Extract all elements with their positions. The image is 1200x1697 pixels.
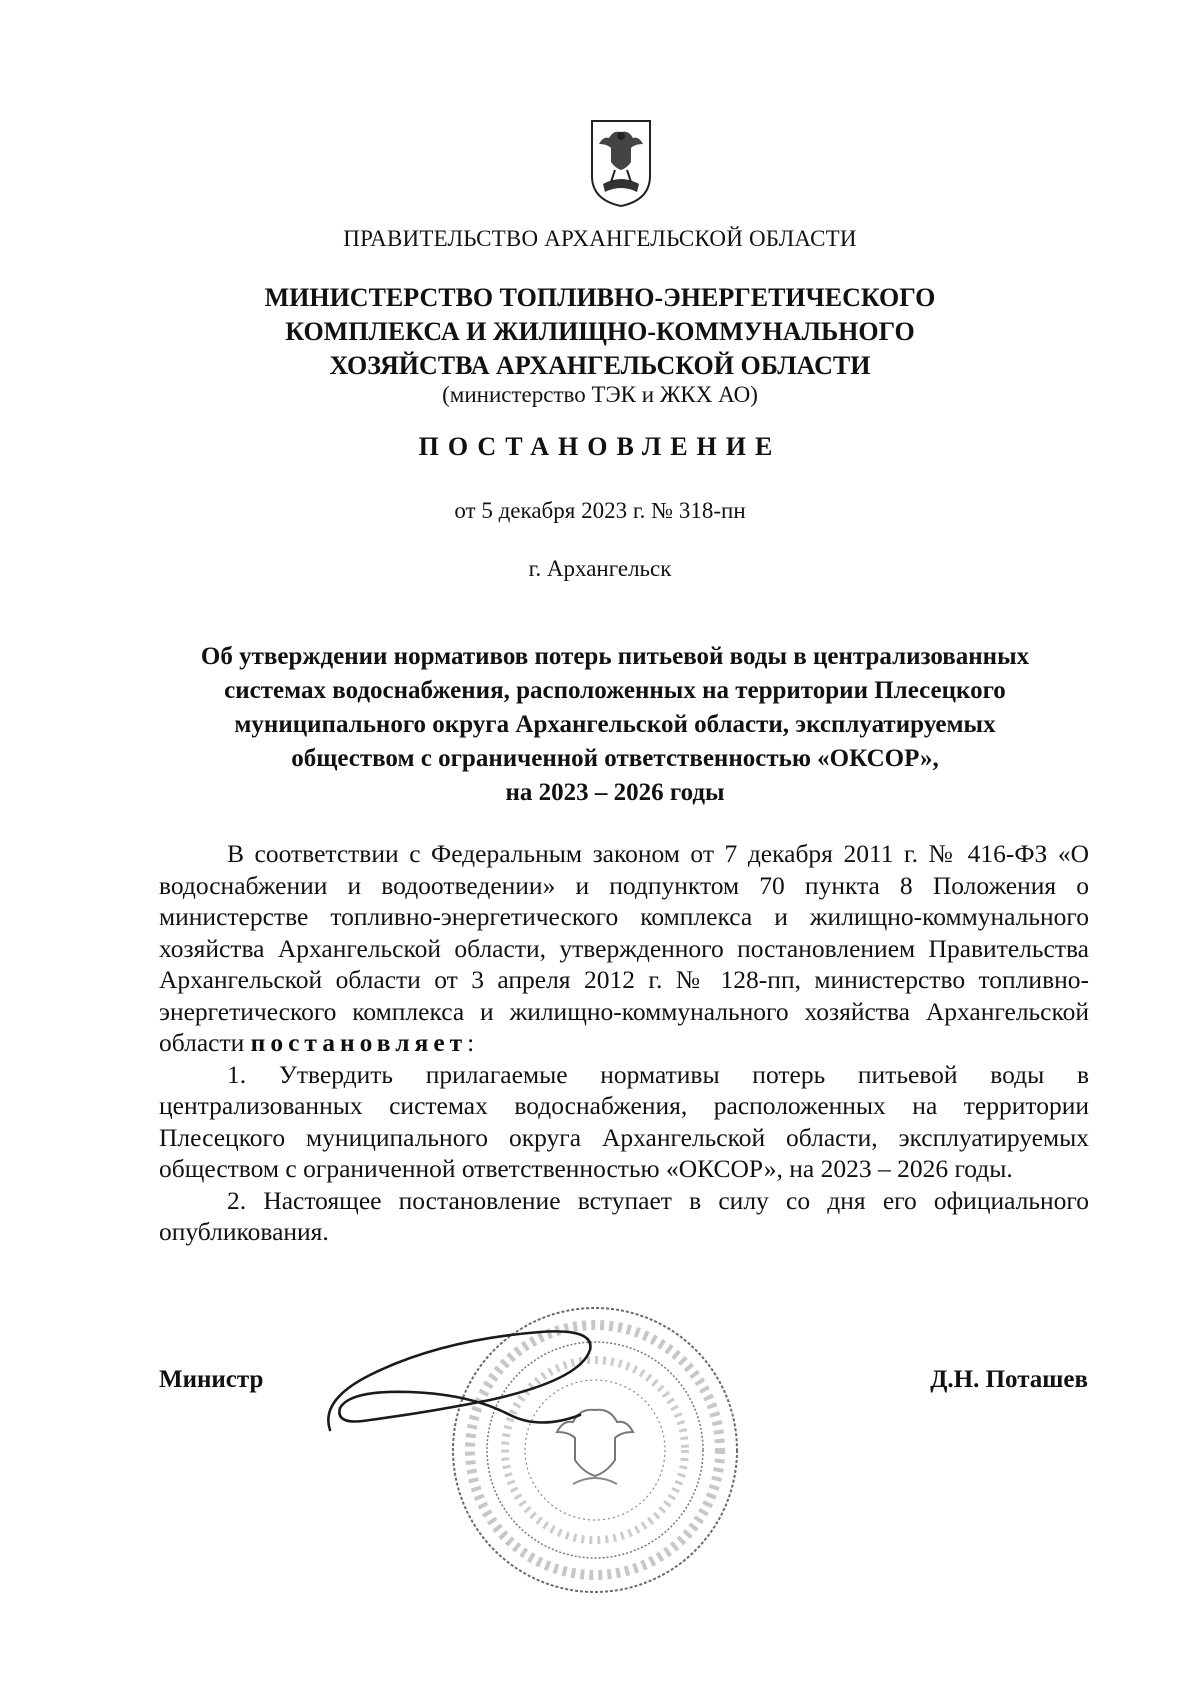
title-line: системах водоснабжения, расположенных на территории Плесецкого xyxy=(224,677,1006,704)
document-type: ПОСТАНОВЛЕНИЕ xyxy=(418,432,782,461)
preamble-paragraph xyxy=(159,838,1089,1059)
item-1-paragraph: 1. Утвердить прилагаемые нормативы потерь питьевой воды в централизованных системах водоснабжения, расположенных на территории Плесецкого муниципального округа Архангельской области, эксплуатируемых обществом с ограниченной ответственностью «ОКСОР», на 2023 – 2026 годы. xyxy=(159,1059,1089,1183)
title-line: Об утверждении нормативов потерь питьевой воды в централизованных xyxy=(200,643,1030,670)
title-line: обществом с ограниченной ответственностью «ОКСОР», xyxy=(291,745,939,772)
document-body xyxy=(159,838,1089,1248)
resolves-colon: : xyxy=(467,1028,475,1057)
government-name: ПРАВИТЕЛЬСТВО АРХАНГЕЛЬСКОЙ ОБЛАСТИ xyxy=(343,226,857,251)
ministry-name-line: МИНИСТЕРСТВО ТОПЛИВНО-ЭНЕРГЕТИЧЕСКОГО xyxy=(264,283,936,312)
preamble-text: В соответствии с Федеральным законом от 7 декабря 2011 г. № 416-ФЗ «О водоснабжении и водоотведении» и подпунктом 70 пункта 8 Положения о министерстве топливно-энергетического комплекса и жилищно-коммунального хозяйства Архангельской области, утвержденного постановлением Правительства Архангельской области от 3 апреля 2012 г. № 128-пп, министерство топливно-энергетического комплекса и жилищно-коммунального хозяйства Архангельской области xyxy=(159,839,1089,1057)
document-title xyxy=(150,640,1080,810)
ministry-name-line: ХОЗЯЙСТВА АРХАНГЕЛЬСКОЙ ОБЛАСТИ xyxy=(329,351,871,380)
item-2-paragraph: 2. Настоящее постановление вступает в силу со дня его официального опубликования. xyxy=(159,1185,1089,1246)
signatory-position: Министр xyxy=(159,1366,264,1393)
ministry-name-line: КОМПЛЕКСА И ЖИЛИЩНО-КОММУНАЛЬНОГО xyxy=(285,317,915,346)
ministry-short-name: (министерство ТЭК и ЖКХ АО) xyxy=(442,382,758,407)
document-city: г. Архангельск xyxy=(528,556,672,581)
title-line: муниципального округа Архангельской области, эксплуатируемых xyxy=(234,711,996,738)
coat-of-arms-icon xyxy=(589,118,653,208)
ministry-name xyxy=(0,281,1200,383)
handwritten-signature xyxy=(310,1320,610,1460)
document-date-number: от 5 декабря 2023 г. № 318-пн xyxy=(454,498,746,523)
title-line: на 2023 – 2026 годы xyxy=(505,779,725,806)
signatory-name: Д.Н. Поташев xyxy=(930,1366,1088,1393)
resolves-word: постановляет xyxy=(250,1028,468,1057)
